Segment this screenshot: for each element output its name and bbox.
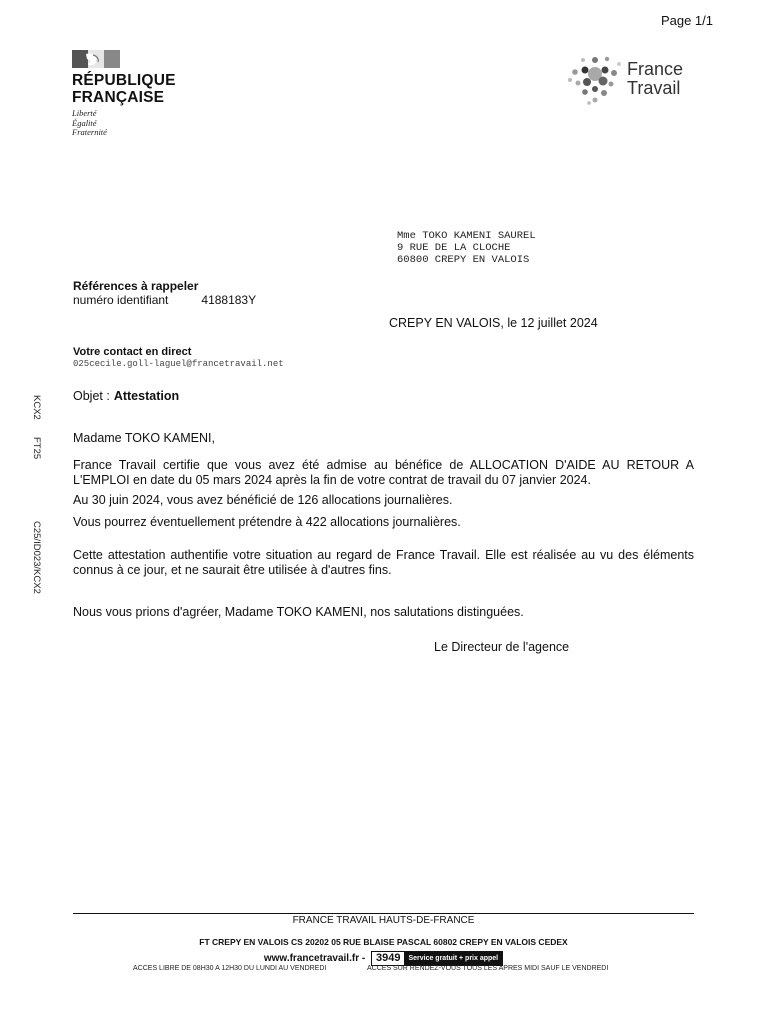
rf-name-line1: RÉPUBLIQUE: [72, 72, 176, 89]
phone-service-note: Service gratuit + prix appel: [404, 952, 502, 965]
france-travail-dots-icon: [565, 50, 625, 110]
motto-fraternite: Fraternité: [72, 127, 107, 137]
contact-title: Votre contact en direct: [73, 346, 192, 358]
hours-appointment: ACCES SUR RENDEZ-VOUS TOUS LES APRES MIDI SAUF LE VENDREDI: [367, 965, 609, 972]
identifier-value: 4188183Y: [201, 293, 257, 307]
footer-website[interactable]: www.francetravail.fr -: [263, 953, 366, 965]
recipient-city: 60800 CREPY EN VALOIS: [397, 254, 530, 266]
footer-address: FT CREPY EN VALOIS CS 20202 05 RUE BLAISE PASCAL 60802 CREPY EN VALOIS CEDEX: [199, 937, 568, 947]
identifier-label: numéro identifiant: [73, 293, 169, 307]
phone-box: [371, 951, 503, 966]
recipient-name: Mme TOKO KAMENI SAUREL: [397, 230, 536, 242]
ft-logo-line1: France: [627, 59, 684, 79]
side-code-3: C25/ID023/KCX2: [31, 521, 42, 594]
letter-salutation: Madame TOKO KAMENI,: [73, 431, 215, 445]
references-block: [73, 279, 256, 307]
contact-block: [73, 346, 284, 369]
footer-divider: [73, 913, 694, 914]
hours-free-access: ACCES LIBRE DE 08H30 A 12H30 DU LUNDI AU VENDREDI: [133, 965, 327, 972]
marianne-flag-icon: [72, 50, 120, 68]
letter-paragraph-4: Cette attestation authentifie votre situation au regard de France Travail. Elle est réalisée au vu des éléments connus à ce jour, et ne saurait être utilisée à d'autres fins.: [73, 548, 694, 577]
page-number: Page 1/1: [660, 13, 713, 28]
footer-organisation: FRANCE TRAVAIL HAUTS-DE-FRANCE: [292, 915, 475, 926]
recipient-street: 9 RUE DE LA CLOCHE: [397, 242, 511, 254]
recipient-address: [397, 230, 536, 266]
signature: Le Directeur de l'agence: [434, 640, 570, 654]
subject-label: Objet :: [73, 389, 110, 403]
letter-closing: Nous vous prions d'agréer, Madame TOKO KAMENI, nos salutations distinguées.: [73, 605, 524, 619]
subject-line: [73, 389, 179, 403]
motto-liberte: Liberté: [72, 108, 97, 118]
contact-email[interactable]: 025cecile.goll-laguel@francetravail.net: [73, 359, 284, 369]
side-codes: [30, 395, 50, 595]
motto-egalite: Égalité: [72, 117, 97, 128]
phone-number[interactable]: 3949: [372, 952, 404, 965]
subject-value: Attestation: [113, 389, 180, 403]
footer-contact-line: [73, 951, 694, 966]
ft-logo-line2: Travail: [627, 78, 681, 98]
letter-paragraph-3: Vous pourrez éventuellement prétendre à 422 allocations journalières.: [73, 515, 461, 529]
letter-paragraph-2: Au 30 juin 2024, vous avez bénéficié de 126 allocations journalières.: [73, 493, 453, 507]
letter-paragraph-1: France Travail certifie que vous avez été admise au bénéfice de ALLOCATION D'AIDE AU RETOUR A L'EMPLOI en date du 05 mars 2024 après la fin de votre contrat de travail du 07 janvier 2024.: [73, 458, 694, 487]
references-title: Références à rappeler: [73, 279, 199, 293]
side-code-1: KCX2: [31, 395, 42, 420]
rf-name-line2: FRANÇAISE: [72, 89, 165, 106]
republique-francaise-logo: [72, 50, 192, 138]
france-travail-logo: [565, 50, 705, 110]
side-code-2: FT25: [31, 437, 42, 460]
place-date: CREPY EN VALOIS, le 12 juillet 2024: [389, 316, 598, 330]
